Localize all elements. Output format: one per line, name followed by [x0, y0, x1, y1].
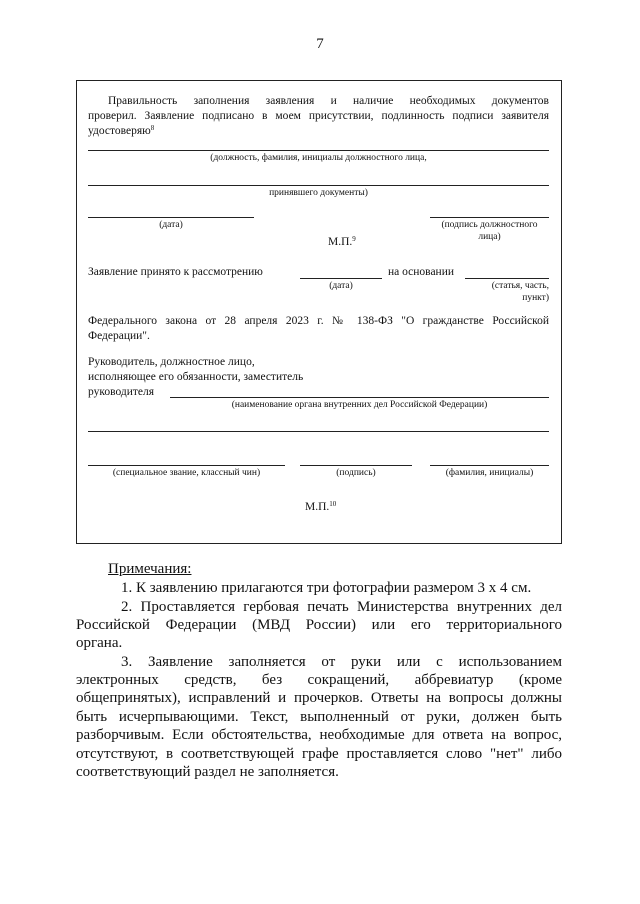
name-line[interactable] — [430, 465, 549, 466]
official-signature-caption-1: (подпись должностного — [441, 220, 538, 230]
accepted-date-caption: (дата) — [329, 281, 353, 291]
organ-name-line-2[interactable] — [88, 431, 549, 432]
accepted-date-line[interactable] — [300, 278, 382, 279]
note-3-line-5: разборчивым. Если обстоятельства, необходимые для ответа на вопрос, — [76, 727, 562, 743]
head-line-1: Руководитель, должностное лицо, — [88, 356, 255, 368]
stamp-place-1: М.П.$^9$ — [328, 235, 356, 248]
footnote-ref-9: 9 — [352, 235, 356, 243]
official-caption-2: принявшего документы) — [269, 188, 368, 198]
note-1: 1. К заявлению прилагаются три фотографии размером 3 x 4 см. — [121, 580, 532, 596]
footnote-ref-8: 8 — [150, 124, 155, 132]
official-signature-caption-2: лица) — [478, 232, 501, 242]
article-caption-1: (статья, часть, — [491, 281, 549, 291]
law-reference-line-2: Федерации". — [88, 330, 150, 342]
rank-caption: (специальное звание, классный чин) — [112, 468, 261, 478]
article-line[interactable] — [465, 278, 549, 279]
official-position-line[interactable] — [88, 150, 549, 151]
note-3-line-6: отсутствуют, в соответствующей графе проставляется слово "нет" либо — [76, 746, 562, 762]
date-caption: (дата) — [159, 220, 183, 230]
head-line-2: исполняющее его обязанности, заместитель — [88, 371, 304, 383]
note-3-line-4: быть исчерпывающими. Текст, выполненный от руки, должен быть — [76, 709, 562, 725]
law-reference-line-1: Федерального закона от 28 апреля 2023 г. № 138-ФЗ "О гражданстве Российской — [88, 315, 549, 327]
rank-line[interactable] — [88, 465, 285, 466]
official-signature-line[interactable] — [430, 217, 549, 218]
note-2-line-3: органа. — [76, 635, 123, 651]
official-caption-1: (должность, фамилия, инициалы должностного лица, — [210, 153, 427, 163]
name-caption: (фамилия, инициалы) — [445, 468, 534, 478]
verify-text-line-1: Правильность заполнения заявления и наличие необходимых документов — [108, 95, 549, 107]
verify-text-line-3: удостоверяю$^8$ — [88, 124, 155, 137]
date-line[interactable] — [88, 217, 254, 218]
notes-title: Примечания: — [108, 561, 192, 577]
footnote-ref-10: 10 — [329, 500, 337, 508]
signature-caption: (подпись) — [336, 468, 376, 478]
page-number: 7 — [316, 36, 324, 52]
official-position-line-2[interactable] — [88, 185, 549, 186]
organ-caption: (наименование органа внутренних дел Российской Федерации) — [231, 400, 488, 410]
note-3-line-3: общепринятых), исправлений и прочерков. Ответы на вопросы должны — [76, 690, 562, 706]
basis-label: на основании — [388, 266, 455, 278]
note-3-line-1: 3. Заявление заполняется от руки или с использованием — [121, 654, 562, 670]
article-caption-2: пункт) — [522, 293, 549, 303]
stamp-place-2: М.П.$^{10}$ — [305, 500, 337, 513]
accepted-label: Заявление принято к рассмотрению — [88, 266, 263, 278]
verify-text-line-2: проверил. Заявление подписано в моем присутствии, подлинность подписи заявителя — [88, 110, 549, 122]
note-2-line-2: Российской Федерации (МВД России) или его территориального — [76, 617, 562, 633]
head-line-3: руководителя — [88, 386, 155, 398]
note-3-line-7: соответствующий раздел не заполняется. — [76, 764, 339, 780]
note-2-line-1: 2. Проставляется гербовая печать Министерства внутренних дел — [121, 599, 562, 615]
organ-name-line[interactable] — [170, 397, 549, 398]
note-3-line-2: электронных средств, без сокращений, аббревиатур (кроме — [76, 672, 562, 688]
signature-line[interactable] — [300, 465, 412, 466]
